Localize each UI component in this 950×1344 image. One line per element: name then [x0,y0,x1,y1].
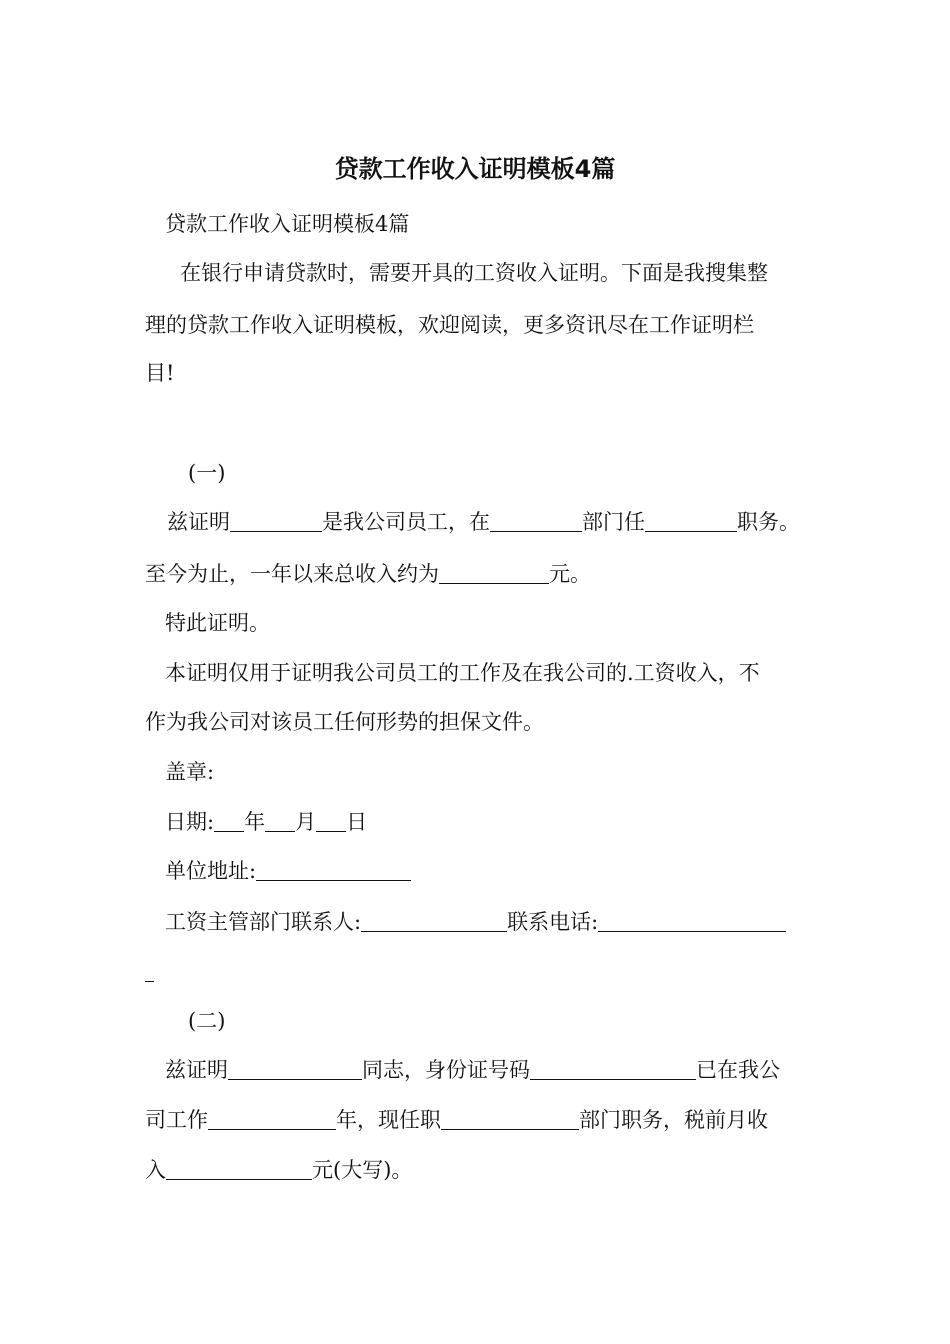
section-1-line-4: 本证明仅用于证明我公司员工的工作及在我公司的.工资收入，不 [165,661,760,685]
text-segment: 工资主管部门联系人: [165,910,362,934]
section-2-line-1 [165,1055,845,1085]
section-2-line-3 [145,1155,825,1185]
stamp-label: 盖章: [165,760,215,784]
section-2-heading: (二) [188,1009,226,1033]
text-segment: 月 [295,810,317,834]
text-segment: 职务。 [737,510,800,534]
blank-year [214,809,244,832]
text-segment: 兹证明 [167,510,230,534]
section-1-heading: (一) [188,461,226,485]
contact-line-overflow [145,957,825,987]
blank-annual-income [439,561,549,584]
text-segment: 司工作 [145,1108,208,1132]
text-segment: 单位地址: [165,859,257,883]
blank-phone [598,909,786,932]
text-segment: 年，现任职 [336,1108,441,1132]
blank-name [228,1057,362,1080]
blank-position [645,509,737,532]
document-subtitle: 贷款工作收入证明模板4篇 [165,212,410,236]
text-segment: 至今为止，一年以来总收入约为 [145,562,439,586]
text-segment: 元(大写)。 [312,1158,413,1182]
intro-line-2: 理的贷款工作收入证明模板，欢迎阅读，更多资讯尽在工作证明栏 [145,313,754,337]
text-segment: 元。 [549,562,591,586]
text-segment: 部门职务，税前月收 [579,1108,768,1132]
blank-day [316,809,346,832]
blank-employee-name [230,509,322,532]
blank-department [490,509,582,532]
text-segment: 日 [346,810,368,834]
blank-phone-continued [145,959,154,982]
blank-monthly-income [166,1157,312,1180]
intro-line-1: 在银行申请贷款时，需要开具的工资收入证明。下面是我搜集整 [180,261,768,285]
contact-line [165,907,845,937]
section-1-line-1 [167,507,847,537]
text-segment: 兹证明 [165,1058,228,1082]
date-line [165,807,845,837]
blank-contact-person [361,909,507,932]
section-1-line-5: 作为我公司对该员工任何形势的担保文件。 [145,710,544,734]
text-segment: 日期: [165,810,215,834]
text-segment: 入 [145,1158,166,1182]
blank-month [265,809,295,832]
text-segment: 同志，身份证号码 [362,1058,530,1082]
section-1-line-2 [145,559,825,589]
text-segment: 年 [244,810,266,834]
blank-id-number [530,1057,696,1080]
section-1-line-3: 特此证明。 [165,611,270,635]
text-segment: 联系电话: [507,910,599,934]
document-title: 贷款工作收入证明模板4篇 [334,155,616,183]
blank-address [256,858,411,881]
text-segment: 部门任 [582,510,645,534]
text-segment: 是我公司员工，在 [322,510,490,534]
blank-department [441,1107,579,1130]
blank-years [208,1107,336,1130]
section-2-line-2 [145,1105,825,1135]
text-segment: 已在我公 [696,1058,780,1082]
address-line [165,856,845,886]
intro-line-3: 目! [145,361,175,385]
